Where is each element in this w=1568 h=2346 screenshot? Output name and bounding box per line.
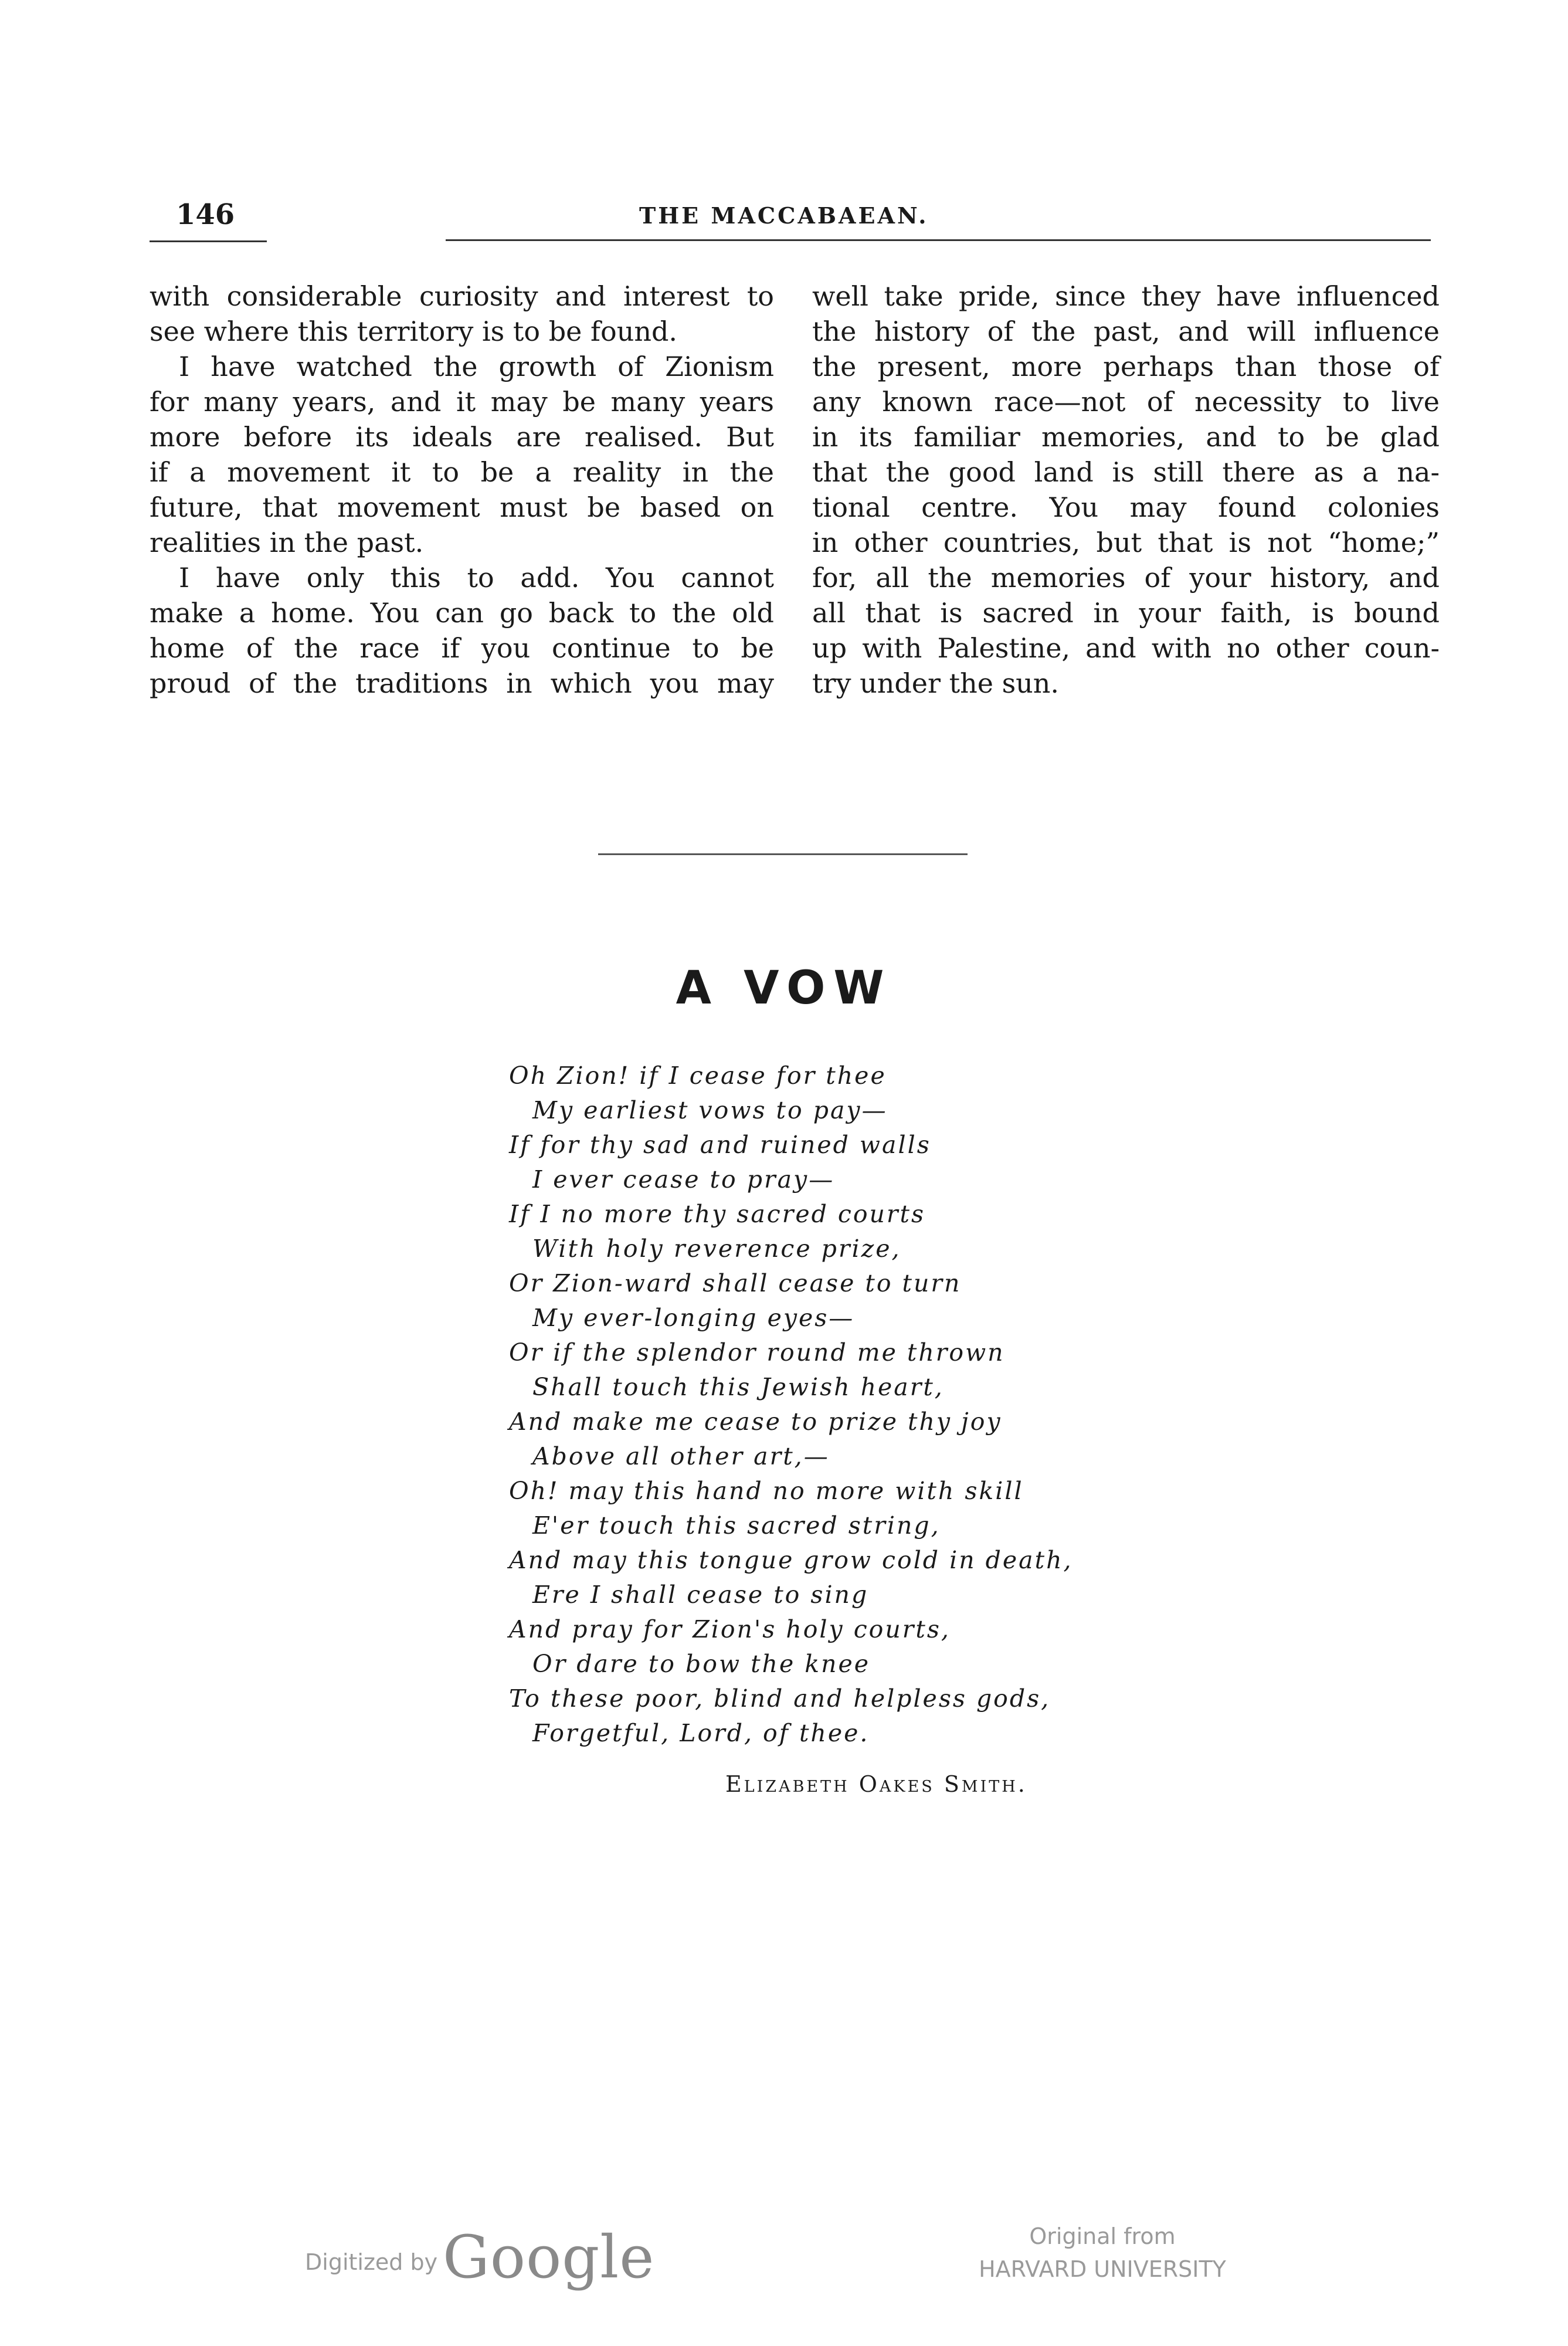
text-line: in other countries, but that is not “home;” [812,527,1440,558]
poem-line: My ever-longing eyes— [532,1304,855,1332]
poem-line: Forgetful, Lord, of thee. [532,1719,870,1747]
text-line: in its familiar memories, and to be glad [812,421,1440,453]
digitized-by-label: Digitized by [305,2249,438,2275]
text-line: tional centre. You may found colonies [812,491,1440,523]
text-line: for many years, and it may be many years [150,386,774,418]
header-rule [446,239,1431,241]
poem-line: And pray for Zion's holy courts, [509,1615,951,1643]
text-line: any known race—not of necessity to live [812,386,1440,418]
text-line: up with Palestine, and with no other coun- [812,632,1440,664]
section-divider [598,853,968,855]
left-column [150,279,774,701]
poem-line: Or Zion-ward shall cease to turn [509,1269,962,1297]
original-from-label: Original from [1029,2223,1176,2249]
poem-line: If I no more thy sacred courts [509,1200,926,1228]
text-line: the present, more perhaps than those of [812,351,1440,382]
source-institution: HARVARD UNIVERSITY [979,2256,1226,2282]
text-line: I have only this to add. You cannot [179,562,774,594]
text-line: see where this territory is to be found. [150,316,678,347]
poem-line: Shall touch this Jewish heart, [532,1373,944,1401]
poem-title: A VOW [676,962,892,1015]
poem-body [509,1059,1073,1751]
poem-line: Oh! may this hand no more with skill [509,1477,1024,1505]
poem-line: Above all other art,— [532,1442,830,1470]
text-line: all that is sacred in your faith, is bound [812,597,1440,629]
poem-line: And make me cease to prize thy joy [509,1408,1002,1436]
poem-line: With holy reverence prize, [532,1235,901,1263]
poem-line: Or if the splendor round me thrown [509,1338,1005,1367]
right-column [812,279,1440,701]
text-line: home of the race if you continue to be [150,632,774,664]
text-line: the history of the past, and will influence [812,316,1440,347]
source-attribution [950,2220,1255,2286]
poem-line: I ever cease to pray— [532,1165,835,1194]
text-line: try under the sun. [812,667,1060,699]
poem-line: And may this tongue grow cold in death, [509,1546,1073,1574]
text-line: if a movement it to be a reality in the [150,456,774,488]
running-head: THE MACCABAEAN. [639,202,929,229]
text-line: future, that movement must be based on [150,491,774,523]
poem-line: Or dare to bow the knee [532,1650,871,1678]
text-line: that the good land is still there as a na- [812,456,1440,488]
text-line: make a home. You can go back to the old [150,597,774,629]
text-line: I have watched the growth of Zionism [179,351,774,382]
page-number: 146 [176,198,235,231]
text-line: realities in the past. [150,527,424,558]
poem-line: To these poor, blind and helpless gods, [509,1684,1051,1713]
poem-line: If for thy sad and ruined walls [509,1131,931,1159]
text-line: with considerable curiosity and interest to [150,280,774,312]
poem-line: Oh Zion! if I cease for thee [509,1062,887,1090]
text-line: more before its ideals are realised. But [150,421,774,453]
text-line: well take pride, since they have influenced [812,280,1440,312]
text-line: proud of the traditions in which you may [150,667,774,699]
google-logo: Google [443,2223,655,2291]
poem-line: E'er touch this sacred string, [532,1511,941,1540]
poem-line: Ere I shall cease to sing [532,1581,869,1609]
poem-line: My earliest vows to pay— [532,1096,888,1124]
header-rule-left [150,240,267,242]
poem-author: Elizabeth Oakes Smith. [725,1771,1027,1797]
text-line: for, all the memories of your history, and [812,562,1440,594]
